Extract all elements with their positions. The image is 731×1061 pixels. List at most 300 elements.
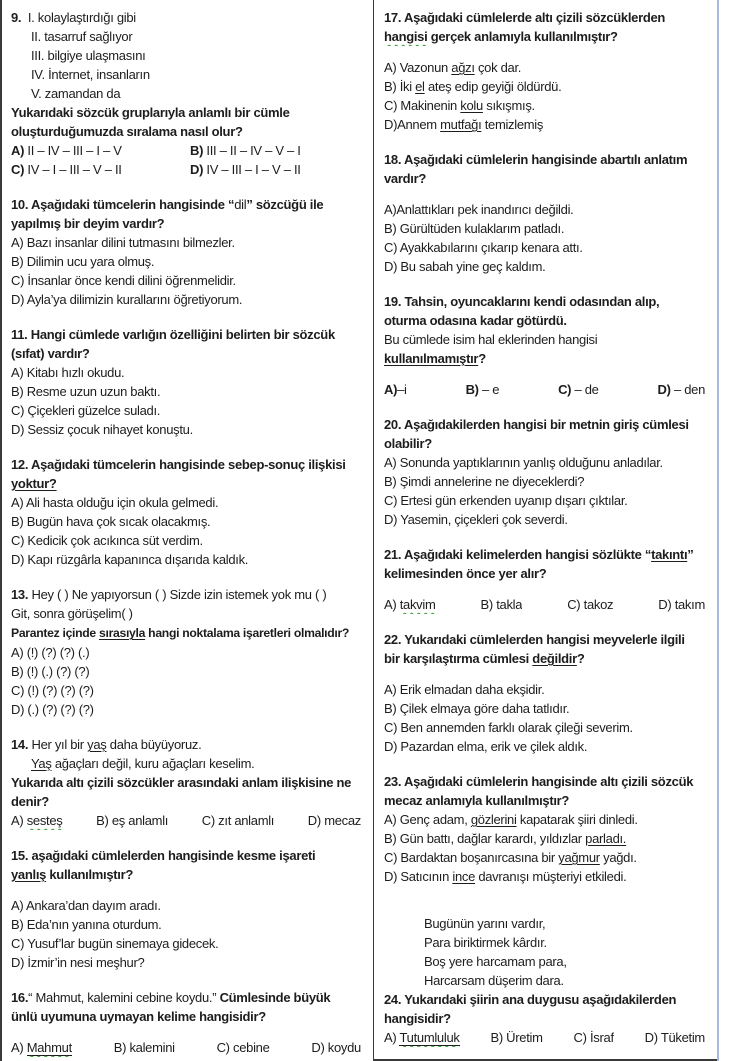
option: [311, 1038, 361, 1057]
blank-line: [384, 902, 713, 914]
option: [96, 811, 168, 830]
option: [658, 380, 705, 399]
option-line: [11, 363, 369, 382]
text-span: C) zıt anlamlı: [201, 813, 275, 828]
text-span: A): [11, 1040, 27, 1055]
option: [11, 141, 190, 160]
option-line: [384, 829, 713, 848]
option-line: [384, 699, 713, 718]
underlined-word: takıntı: [651, 547, 688, 562]
underlined-word: mutfağı: [440, 117, 482, 132]
question-10: [11, 195, 369, 309]
question-13: [11, 585, 369, 719]
text-span: C) İnsanlar önce kendi dilini öğrenmelidir.: [11, 273, 236, 288]
text-span: (sıfat) vardır?: [11, 346, 90, 361]
question-text-line: [384, 434, 713, 453]
text-span: B) Üretim: [490, 1030, 543, 1045]
text-span: B): [190, 143, 204, 158]
text-span: B) İki: [384, 79, 416, 94]
text-span: – e: [478, 382, 500, 397]
question-text-line: [11, 865, 369, 884]
spellcheck-word: Tutumluluk: [399, 1030, 460, 1045]
text-span: I. kolaylaştırdığı gibi: [21, 10, 136, 25]
underlined-word: sırasıyla: [99, 626, 146, 640]
text-span: kelimesinden önce yer alır?: [384, 566, 547, 581]
option-line: [11, 915, 369, 934]
underlined-word: yaş: [87, 737, 107, 752]
text-span: hangisidir?: [384, 1011, 451, 1026]
option: [202, 811, 274, 830]
option-line: [11, 700, 369, 719]
question-14: [11, 735, 369, 830]
text-span: B) (!) (.) (?) (?): [11, 664, 90, 679]
spellcheck-word: takvim: [399, 597, 436, 612]
option-line: [11, 420, 369, 439]
question-text-line: [11, 604, 369, 623]
text-span: D) takım: [658, 597, 705, 612]
text-span: sıkışmış.: [482, 98, 535, 113]
text-span: 11. Hangi cümlede varlığın özelliğini belirten bir sözcük: [11, 327, 335, 342]
question-15: [11, 846, 369, 972]
question-text-line: [11, 754, 369, 773]
question-text-line: [384, 415, 713, 434]
text-span: III. bilgiye ulaşmasını: [31, 48, 146, 63]
option: [11, 160, 190, 179]
text-span: A) Ankara’dan dayım aradı.: [11, 898, 161, 913]
text-span: Hey ( ) Ne yapıyorsun ( ) Sizde izin istemek yok mu ( ): [28, 587, 327, 602]
text-span: bir karşılaştırma cümlesi: [384, 651, 533, 666]
text-span: B) Bugün hava çok sıcak olacakmış.: [11, 514, 211, 529]
question-text-line: [11, 27, 369, 46]
text-span: B) kalemini: [113, 1040, 175, 1055]
question-text-line: [384, 649, 713, 668]
text-span: D): [190, 162, 204, 177]
option-row: [11, 141, 369, 160]
text-span: hangi noktalama işaretleri olmalıdır?: [145, 626, 350, 640]
text-span: A) Erik elmadan daha ekşidir.: [384, 682, 545, 697]
question-text-line: [384, 990, 713, 1009]
text-span: D) Yasemin, çiçekleri çok severdi.: [384, 512, 568, 527]
text-span: A) (!) (?) (?) (.): [11, 645, 90, 660]
text-span: kullanılmıştır?: [46, 867, 134, 882]
question-23: [384, 772, 713, 886]
text-span: 16.: [11, 990, 29, 1005]
blank-line: [384, 188, 713, 200]
text-span: A) Bazı insanlar dilini tutmasını bilmezler.: [11, 235, 235, 250]
option-line: [11, 531, 369, 550]
option: [11, 1038, 72, 1057]
text-span: C) Çiçekleri güzelce suladı.: [11, 403, 161, 418]
text-span: IV. İnternet, insanların: [31, 67, 150, 82]
question-text-line: [11, 1007, 369, 1026]
text-span: Bugünün yarını vardır,: [424, 916, 546, 931]
text-span: D): [657, 382, 671, 397]
page-right-margin: [719, 0, 731, 1061]
option: [384, 380, 407, 399]
option-line: [11, 512, 369, 531]
option-line: [11, 382, 369, 401]
option: [11, 811, 63, 830]
text-span: Git, sonra görüşelim( ): [11, 606, 133, 621]
option-line: [11, 662, 369, 681]
underlined-word: ağzı: [451, 60, 475, 75]
text-span: A) Sonunda yaptıklarının yanlış olduğunu anladılar.: [384, 455, 663, 470]
option-line: [384, 737, 713, 756]
question-text-line: [11, 846, 369, 865]
text-span: C) Ertesi gün erkenden uyanıp dışarı çıktılar.: [384, 493, 628, 508]
underlined-word: yağmur: [558, 850, 600, 865]
question-text-line: [11, 623, 369, 643]
option-line: [11, 271, 369, 290]
text-span: C): [11, 162, 25, 177]
question-text-line: [384, 330, 713, 349]
text-span: vardır?: [384, 171, 426, 186]
text-span: gerçek anlamıyla kullanılmıştır?: [427, 29, 618, 44]
underlined-word: gözlerini: [470, 812, 517, 827]
text-span: D)Annem: [384, 117, 441, 132]
spellcheck-word: Mahmut: [26, 1040, 72, 1055]
question-text-line: [11, 195, 369, 214]
option: [217, 1038, 270, 1057]
option: [308, 811, 361, 830]
text-span: C) takoz: [567, 597, 614, 612]
option-line: [11, 290, 369, 309]
option: [384, 1028, 460, 1047]
option-line: [384, 867, 713, 886]
question-16: [11, 988, 369, 1057]
text-span: C) İsraf: [573, 1030, 614, 1045]
text-span: oluşturduğumuzda sıralama nasıl olur?: [11, 124, 243, 139]
text-span: A): [11, 813, 27, 828]
text-span: C) Yusuf’lar bugün sinemaya gidecek.: [11, 936, 219, 951]
question-text-line: [11, 773, 369, 792]
text-span: B) Şimdi annelerine ne diyeceklerdi?: [384, 474, 585, 489]
text-span: 24. Yukarıdaki şiirin ana duygusu aşağıdakilerden: [384, 992, 677, 1007]
question-text-line: [384, 791, 713, 810]
option-line: [11, 233, 369, 252]
option: [384, 595, 435, 614]
text-span: B) Dilimin ucu yara olmuş.: [11, 254, 155, 269]
question-text-line: [384, 914, 713, 933]
text-span: ”: [687, 547, 694, 562]
option-line: [11, 252, 369, 271]
text-span: Para biriktirmek kârdır.: [424, 935, 547, 950]
blank-line: [11, 884, 369, 896]
text-span: D) (.) (?) (?) (?): [11, 702, 94, 717]
text-span: Boş yere harcamam para,: [424, 954, 567, 969]
question-text-line: [384, 630, 713, 649]
text-span: B) Eda’nın yanına oturdum.: [11, 917, 162, 932]
text-span: 12. Aşağıdaki tümcelerin hangisinde sebep-sonuç ilişkisi: [11, 457, 346, 472]
text-span: A): [384, 597, 400, 612]
question-18: [384, 150, 713, 276]
text-span: II. tasarruf sağlıyor: [31, 29, 133, 44]
text-span: 18. Aşağıdaki cümlelerin hangisinde abartılı anlatım: [384, 152, 688, 167]
option: [567, 595, 613, 614]
question-text-line: [384, 150, 713, 169]
question-text-line: [11, 792, 369, 811]
question-text-line: [11, 103, 369, 122]
text-span: ağaçları değil, kuru ağaçları keselim.: [51, 756, 255, 771]
column-left: [2, 0, 373, 1061]
text-span: oturma odasına kadar götürdü.: [384, 313, 567, 328]
underlined-word: yanlış: [11, 867, 47, 882]
text-span: Harcarsam düşerim dara.: [424, 973, 564, 988]
text-span: D) Bu sabah yine geç kaldım.: [384, 259, 546, 274]
option-line: [384, 718, 713, 737]
text-span: davranışı müşteriyi etkiledi.: [475, 869, 627, 884]
text-span: ?: [576, 651, 585, 666]
text-span: A): [384, 382, 398, 397]
option: [481, 595, 523, 614]
text-span: çok dar.: [474, 60, 522, 75]
text-span: 23. Aşağıdaki cümlelerin hangisinde altı çizili sözcük: [384, 774, 694, 789]
spellcheck-word: hangisi: [384, 29, 428, 44]
text-span: C) Ben annemden farklı olarak çileği severim.: [384, 720, 633, 735]
text-span: Yukarıda altı çizili sözcükler arasındaki anlam ilişkisine ne: [11, 775, 352, 790]
question-text-line: [11, 84, 369, 103]
option-line: [384, 810, 713, 829]
text-span: B) takla: [480, 597, 523, 612]
option: [490, 1028, 542, 1047]
question-text-line: [11, 325, 369, 344]
question-12: [11, 455, 369, 569]
text-span: C) (!) (?) (?) (?): [11, 683, 94, 698]
text-span: ?: [478, 351, 486, 366]
question-text-line: [384, 169, 713, 188]
text-span: A) Genç adam,: [384, 812, 471, 827]
text-span: D) Kapı rüzgârla kapanınca dışarıda kaldık.: [11, 552, 249, 567]
text-span: IV – III – I – V – II: [203, 162, 301, 177]
question-24: [384, 902, 713, 1047]
text-span: 15. aşağıdaki cümlelerden hangisinde kesme işareti: [11, 848, 316, 863]
underlined-word: parladı.: [585, 831, 627, 846]
text-span: C) Ayakkabılarını çıkarıp kenara attı.: [384, 240, 583, 255]
spellcheck-word: sesteş: [26, 813, 63, 828]
text-span: mecaz anlamıyla kullanılmıştır?: [384, 793, 570, 808]
text-span: 21. Aşağıdaki kelimelerden hangisi sözlükte “: [384, 547, 652, 562]
question-22: [384, 630, 713, 756]
option: [190, 160, 369, 179]
text-span: – den: [670, 382, 705, 397]
underlined-word: yoktur?: [11, 476, 57, 491]
text-span: C) Kedicik çok acıkınca süt verdim.: [11, 533, 203, 548]
text-span: A) Vazonun: [384, 60, 452, 75]
option-line: [384, 96, 713, 115]
text-span: 19. Tahsin, oyuncaklarını kendi odasından alıp,: [384, 294, 660, 309]
text-span: A) Kitabı hızlı okudu.: [11, 365, 125, 380]
option-line: [384, 58, 713, 77]
text-span: “ Mahmut, kalemini cebine koydu.”: [28, 990, 220, 1005]
text-span: Cümlesinde büyük: [219, 990, 331, 1005]
option-line: [384, 238, 713, 257]
text-span: –i: [397, 382, 407, 397]
blank-line: [11, 1026, 369, 1038]
question-text-line: [11, 474, 369, 493]
text-span: C) Makinenin: [384, 98, 461, 113]
question-21: [384, 545, 713, 614]
option-line: [384, 491, 713, 510]
question-text-line: [11, 585, 369, 604]
option-row: [384, 1028, 713, 1047]
question-text-line: [384, 933, 713, 952]
option-line: [384, 77, 713, 96]
text-span: V. zamandan da: [31, 86, 121, 101]
text-span: 22. Yukarıdaki cümlelerden hangisi meyvelerle ilgili: [384, 632, 685, 647]
option-row: [11, 160, 369, 179]
text-span: D) koydu: [311, 1040, 361, 1055]
option-line: [384, 115, 713, 134]
option-row: [384, 595, 713, 614]
text-span: – de: [571, 382, 599, 397]
question-17: [384, 8, 713, 134]
question-text-line: [11, 214, 369, 233]
underlined-word: kullanılmamıştır: [384, 351, 479, 366]
question-text-line: [384, 349, 713, 368]
text-span: 20. Aşağıdakilerden hangisi bir metnin giriş cümlesi: [384, 417, 689, 432]
option-line: [384, 510, 713, 529]
question-text-line: [384, 27, 713, 46]
question-text-line: [384, 772, 713, 791]
option: [466, 380, 500, 399]
option-line: [11, 401, 369, 420]
text-span: Yukarıdaki sözcük gruplarıyla anlamlı bir cümle: [11, 105, 290, 120]
text-span: 13.: [11, 587, 29, 602]
option-line: [384, 453, 713, 472]
option-line: [11, 643, 369, 662]
option-line: [384, 257, 713, 276]
text-span: olabilir?: [384, 436, 432, 451]
question-text-line: [11, 988, 369, 1007]
text-span: A): [11, 143, 25, 158]
question-text-line: [384, 311, 713, 330]
text-span: denir?: [11, 794, 49, 809]
option: [658, 595, 705, 614]
text-span: D) İzmir’in nesi meşhur?: [11, 955, 145, 970]
option-line: [11, 550, 369, 569]
text-span: B) Gürültüden kulaklarım patladı.: [384, 221, 565, 236]
option-line: [11, 681, 369, 700]
underlined-word: ince: [452, 869, 476, 884]
text-span: D) Pazardan elma, erik ve çilek aldık.: [384, 739, 588, 754]
question-text-line: [11, 122, 369, 141]
text-span: 10. Aşağıdaki tümcelerin hangisinde “: [11, 197, 235, 212]
option-line: [384, 472, 713, 491]
text-span: 9.: [11, 10, 22, 25]
option-line: [384, 219, 713, 238]
question-text-line: [11, 65, 369, 84]
text-span: ünlü uyumuna uymayan kelime hangisidir?: [11, 1009, 266, 1024]
question-text-line: [384, 564, 713, 583]
question-9: [11, 8, 369, 179]
text-span: B) Çilek elmaya göre daha tatlıdır.: [384, 701, 570, 716]
question-text-line: [11, 344, 369, 363]
text-span: II – IV – III – I – V: [24, 143, 122, 158]
text-span: D) Ayla’ya dilimizin kurallarını öğretiyorum.: [11, 292, 243, 307]
question-text-line: [384, 1009, 713, 1028]
question-text-line: [384, 8, 713, 27]
option: [114, 1038, 175, 1057]
option-row: [11, 1038, 369, 1057]
question-text-line: [11, 735, 369, 754]
text-span: 14.: [11, 737, 29, 752]
text-span: yağdı.: [599, 850, 637, 865]
text-span: A)Anlattıkları pek inandırıcı değildi.: [384, 202, 574, 217]
text-span: D) Sessiz çocuk nihayet konuştu.: [11, 422, 193, 437]
column-right: [374, 0, 717, 1061]
text-span: yapılmış bir deyim vardır?: [11, 216, 165, 231]
text-span: ateş edip geyiği öldürdü.: [424, 79, 562, 94]
option-line: [384, 200, 713, 219]
text-span: D) Tüketim: [644, 1030, 705, 1045]
text-span: daha büyüyoruz.: [106, 737, 202, 752]
text-span: IV – I – III – V – II: [24, 162, 122, 177]
text-span: Bu cümlede isim hal eklerinden hangisi: [384, 332, 598, 347]
blank-line: [384, 668, 713, 680]
option-line: [11, 896, 369, 915]
question-text-line: [11, 8, 369, 27]
text-span: D) mecaz: [307, 813, 361, 828]
text-span: C): [558, 382, 572, 397]
text-span: temizlemiş: [481, 117, 544, 132]
text-span: A): [384, 1030, 400, 1045]
text-span: dil: [234, 197, 247, 212]
option-line: [11, 953, 369, 972]
question-text-line: [384, 292, 713, 311]
option: [574, 1028, 614, 1047]
text-span: B): [465, 382, 479, 397]
text-span: ” sözcüğü ile: [246, 197, 324, 212]
underlined-word: değildir: [532, 651, 577, 666]
underlined-word: Yaş: [31, 756, 52, 771]
question-text-line: [11, 46, 369, 65]
text-span: D) Satıcının: [384, 869, 453, 884]
text-span: C) cebine: [216, 1040, 270, 1055]
blank-line: [384, 46, 713, 58]
option: [190, 141, 369, 160]
text-span: A) Ali hasta olduğu için okula gelmedi.: [11, 495, 219, 510]
underlined-word: el: [415, 79, 425, 94]
question-text-line: [11, 455, 369, 474]
question-text-line: [384, 952, 713, 971]
option-line: [11, 934, 369, 953]
text-span: kapatarak şiiri dinledi.: [516, 812, 638, 827]
text-span: 17. Aşağıdaki cümlelerde altı çizili sözcüklerden: [384, 10, 666, 25]
question-text-line: [384, 545, 713, 564]
option-line: [11, 493, 369, 512]
option-row: [384, 380, 713, 399]
option: [645, 1028, 705, 1047]
question-20: [384, 415, 713, 529]
text-span: B) Resme uzun uzun baktı.: [11, 384, 161, 399]
question-text-line: [384, 971, 713, 990]
text-span: B) Gün battı, dağlar karardı, yıldızlar: [384, 831, 586, 846]
underlined-word: kolu: [460, 98, 483, 113]
text-span: B) eş anlamlı: [96, 813, 169, 828]
text-span: III – II – IV – V – I: [203, 143, 301, 158]
blank-line: [384, 368, 713, 380]
blank-line: [384, 583, 713, 595]
text-span: C) Bardaktan boşanırcasına bir: [384, 850, 559, 865]
question-19: [384, 292, 713, 399]
option-line: [384, 848, 713, 867]
question-11: [11, 325, 369, 439]
option-row: [11, 811, 369, 830]
option-line: [384, 680, 713, 699]
text-span: Her yıl bir: [28, 737, 88, 752]
option: [558, 380, 599, 399]
text-span: Parantez içinde: [11, 626, 99, 640]
